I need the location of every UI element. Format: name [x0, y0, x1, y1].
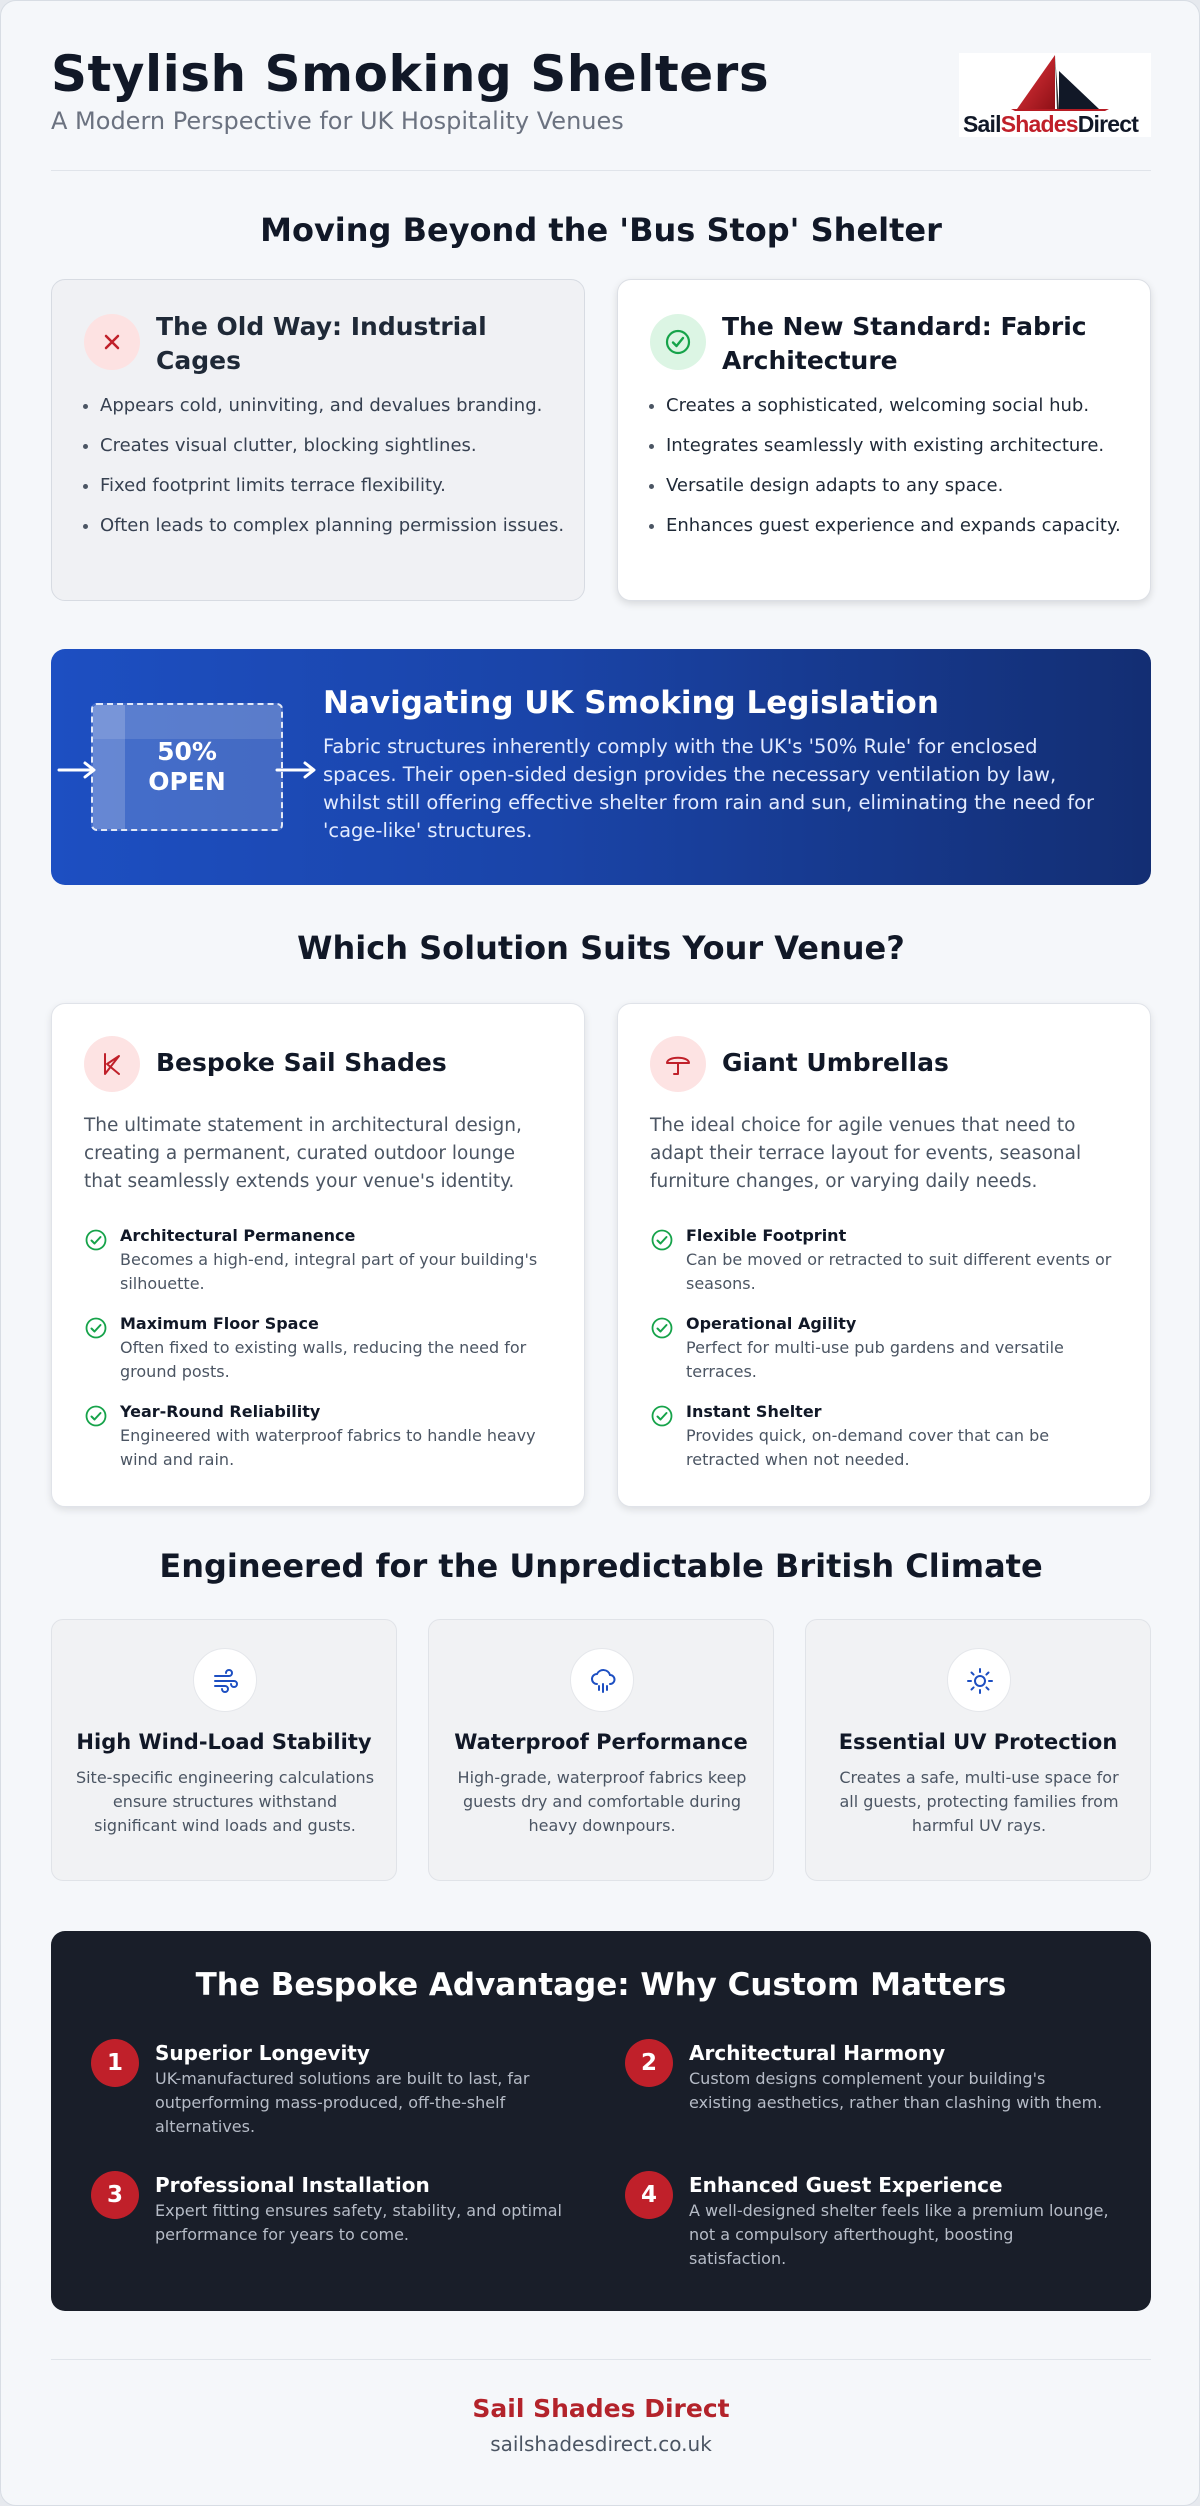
advantage-title: Professional Installation — [155, 2173, 430, 2197]
advantage-title: Architectural Harmony — [689, 2041, 946, 2065]
advantage-number: 3 — [91, 2171, 139, 2219]
solutions-section — [51, 885, 1151, 1525]
new-standard-card — [617, 279, 1151, 601]
page-title: Stylish Smoking Shelters — [51, 45, 770, 103]
sail-icon — [84, 1036, 140, 1092]
check-circle-icon — [84, 1316, 108, 1340]
badge-open: OPEN — [148, 767, 226, 796]
page-header — [51, 1, 1151, 171]
sail-shades-card — [51, 1003, 585, 1507]
footer-website-link[interactable]: sailshadesdirect.co.uk — [490, 2432, 712, 2456]
rain-cloud-icon — [570, 1648, 634, 1712]
feature-text: Engineered with waterproof fabrics to handle heavy wind and rain. — [120, 1426, 536, 1469]
advantage-text: UK-manufactured solutions are built to last, far outperforming mass-produced, off-the-shelf alternatives. — [155, 2069, 530, 2136]
old-way-card — [51, 279, 585, 601]
list-item: Versatile design adapts to any space. — [646, 472, 1136, 500]
feature-title: Flexible Footprint — [686, 1226, 847, 1245]
check-circle-icon — [84, 1404, 108, 1428]
open-sides-graphic — [91, 703, 283, 831]
feature-text: Becomes a high-end, integral part of your building's silhouette. — [120, 1250, 538, 1293]
legislation-title: Navigating UK Smoking Legislation — [323, 685, 939, 721]
list-item: Integrates seamlessly with existing architecture. — [646, 432, 1136, 460]
new-standard-title: The New Standard: Fabric Architecture — [722, 312, 1087, 375]
advantage-text: A well-designed shelter feels like a premium lounge, not a compulsory afterthought, boosting satisfaction. — [689, 2201, 1109, 2268]
feature-text: Often fixed to existing walls, reducing the need for ground posts. — [120, 1338, 527, 1381]
comparison-heading: Moving Beyond the 'Bus Stop' Shelter — [260, 211, 942, 249]
feature-text: Can be moved or retracted to suit different events or seasons. — [686, 1250, 1112, 1293]
logo-wordmark: SailShadesDirect — [963, 111, 1139, 137]
sail-shades-description: The ultimate statement in architectural design, creating a permanent, curated outdoor lounge that seamlessly extends your venue's identity. — [84, 1115, 522, 1192]
climate-card-text: Site-specific engineering calculations ensure structures withstand significant wind loads and gusts. — [75, 1768, 375, 1835]
list-item: Fixed footprint limits terrace flexibility. — [80, 472, 570, 500]
old-way-list — [80, 392, 570, 552]
list-item: Creates a sophisticated, welcoming social hub. — [646, 392, 1136, 420]
legislation-banner — [51, 649, 1151, 885]
check-circle-icon — [650, 1404, 674, 1428]
advantage-title: Superior Longevity — [155, 2041, 370, 2065]
list-item: Creates visual clutter, blocking sightlines. — [80, 432, 570, 460]
climate-card-wind — [51, 1619, 397, 1881]
wind-icon — [193, 1648, 257, 1712]
sail-shades-title: Bespoke Sail Shades — [156, 1048, 447, 1077]
legislation-body: Fabric structures inherently comply with the UK's '50% Rule' for enclosed spaces. Their open-sided design provides the necessary ventilation by law, whilst still offering effective shelter from rain and sun, eliminating the need for 'cage-like' structures. — [323, 735, 1095, 842]
page-subtitle: A Modern Perspective for UK Hospitality Venues — [51, 107, 624, 135]
list-item: Often leads to complex planning permission issues. — [80, 512, 570, 540]
check-circle-icon — [650, 314, 706, 370]
feature-title: Instant Shelter — [686, 1402, 822, 1421]
advantage-number: 4 — [625, 2171, 673, 2219]
advantage-number: 2 — [625, 2039, 673, 2087]
sun-icon — [947, 1648, 1011, 1712]
check-circle-icon — [650, 1316, 674, 1340]
old-way-title: The Old Way: Industrial Cages — [156, 312, 487, 375]
advantage-heading: The Bespoke Advantage: Why Custom Matters — [195, 1967, 1007, 2003]
giant-umbrellas-card — [617, 1003, 1151, 1507]
giant-umbrellas-title: Giant Umbrellas — [722, 1048, 949, 1077]
list-item: Appears cold, uninviting, and devalues branding. — [80, 392, 570, 420]
check-circle-icon — [650, 1228, 674, 1252]
feature-title: Year-Round Reliability — [120, 1402, 321, 1421]
arrow-right-icon — [275, 761, 317, 779]
advantage-title: Enhanced Guest Experience — [689, 2173, 1003, 2197]
climate-card-text: Creates a safe, multi-use space for all guests, protecting families from harmful UV rays. — [839, 1768, 1119, 1835]
umbrella-icon — [650, 1036, 706, 1092]
feature-text: Provides quick, on-demand cover that can be retracted when not needed. — [686, 1426, 1050, 1469]
list-item: Enhances guest experience and expands capacity. — [646, 512, 1136, 540]
check-circle-icon — [84, 1228, 108, 1252]
badge-percent: 50% — [157, 737, 217, 766]
feature-title: Maximum Floor Space — [120, 1314, 319, 1333]
solutions-heading: Which Solution Suits Your Venue? — [297, 929, 905, 967]
climate-card-title: Essential UV Protection — [838, 1730, 1118, 1754]
climate-heading: Engineered for the Unpredictable British Climate — [159, 1547, 1043, 1585]
advantage-number: 1 — [91, 2039, 139, 2087]
page-footer — [51, 2359, 1151, 2479]
comparison-section — [51, 171, 1151, 621]
footer-brand: Sail Shades Direct — [472, 2394, 730, 2423]
new-standard-list — [646, 392, 1136, 552]
feature-text: Perfect for multi-use pub gardens and versatile terraces. — [686, 1338, 1064, 1381]
advantage-text: Custom designs complement your building's existing aesthetics, rather than clashing with them. — [689, 2069, 1103, 2112]
climate-card-title: High Wind-Load Stability — [76, 1730, 372, 1754]
advantage-text: Expert fitting ensures safety, stability, and optimal performance for years to come. — [155, 2201, 562, 2244]
feature-title: Operational Agility — [686, 1314, 857, 1333]
feature-title: Architectural Permanence — [120, 1226, 356, 1245]
climate-card-rain — [428, 1619, 774, 1881]
x-icon — [84, 314, 140, 370]
climate-card-uv — [805, 1619, 1151, 1881]
climate-card-title: Waterproof Performance — [454, 1730, 748, 1754]
brand-logo — [959, 53, 1151, 137]
giant-umbrellas-description: The ideal choice for agile venues that need to adapt their terrace layout for events, seasonal furniture changes, or varying daily needs. — [650, 1115, 1082, 1192]
bespoke-advantage-panel — [51, 1931, 1151, 2311]
climate-card-text: High-grade, waterproof fabrics keep guests dry and comfortable during heavy downpours. — [457, 1768, 747, 1835]
